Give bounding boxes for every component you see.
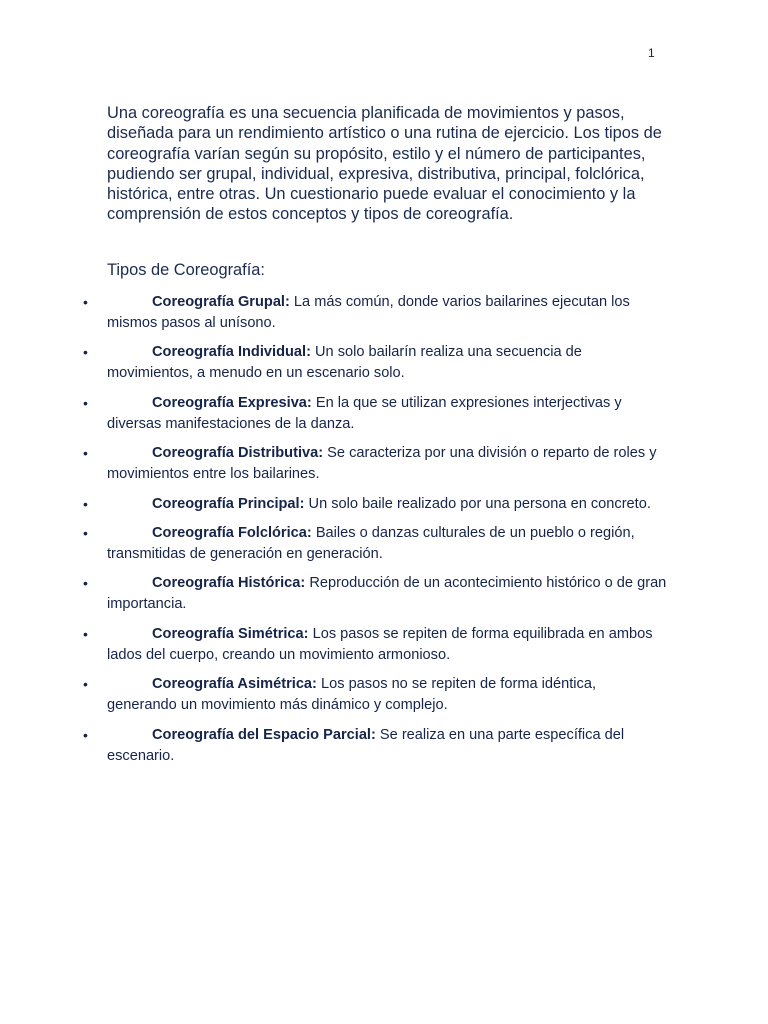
item-term: Coreografía Histórica: xyxy=(152,575,306,592)
item-text: Bailes o danzas culturales de un pueblo o región, transmitidas de generación en generación. xyxy=(107,524,635,562)
item-term: Coreografía Expresiva: xyxy=(152,394,312,411)
bullet-icon: • xyxy=(83,676,88,693)
intro-paragraph: Una coreografía es una secuencia planificada de movimientos y pasos, diseñada para un rendimiento artístico o una rutina de ejercicio. Los tipos de coreografía varían según su propósito, estilo y el número de participantes, pudiendo ser grupal, individual, expresiva, distributiva, principal, folclórica, histórica, entre otras. Un cuestionario puede evaluar el conocimiento y la comprensión de estos conceptos y tipos de coreografía. xyxy=(107,104,662,224)
item-text: Los pasos no se repiten de forma idéntica, generando un movimiento más dinámico y complejo. xyxy=(107,676,596,714)
item-text: Un solo bailarín realiza una secuencia de movimientos, a menudo en un escenario solo. xyxy=(107,344,582,382)
list-item xyxy=(0,494,669,515)
list-item xyxy=(0,342,669,384)
bullet-icon: • xyxy=(83,575,88,592)
list-item xyxy=(0,292,669,334)
choreography-types-list xyxy=(0,292,768,775)
bullet-icon: • xyxy=(83,294,88,310)
item-text: La más común, donde varios bailarines ejecutan los mismos pasos al unísono. xyxy=(107,294,630,331)
item-term: Coreografía Grupal: xyxy=(152,294,290,310)
item-text: Reproducción de un acontecimiento histórico o de gran importancia. xyxy=(107,575,667,613)
item-term: Coreografía Individual: xyxy=(152,344,311,361)
list-item xyxy=(0,443,669,485)
list-item xyxy=(0,624,669,666)
item-text: Los pasos se repiten de forma equilibrada en ambos lados del cuerpo, creando un movimiento armonioso. xyxy=(107,625,653,663)
bullet-icon: • xyxy=(83,625,88,642)
list-item xyxy=(0,523,669,565)
item-term: Coreografía Principal: xyxy=(152,495,305,512)
list-item xyxy=(0,393,669,435)
item-term: Coreografía del Espacio Parcial: xyxy=(152,726,376,743)
item-term: Coreografía Distributiva: xyxy=(152,445,324,462)
bullet-icon: • xyxy=(83,445,88,462)
list-item xyxy=(0,674,669,716)
bullet-icon: • xyxy=(83,394,88,411)
item-term: Coreografía Asimétrica: xyxy=(152,676,317,693)
bullet-icon: • xyxy=(83,726,88,743)
item-text: En la que se utilizan expresiones interjectivas y diversas manifestaciones de la danza. xyxy=(107,394,622,432)
list-item xyxy=(0,573,669,615)
item-term: Coreografía Simétrica: xyxy=(152,625,309,642)
item-text: Se realiza en una parte específica del escenario. xyxy=(107,726,625,764)
section-title: Tipos de Coreografía: xyxy=(107,261,265,279)
bullet-icon: • xyxy=(83,344,88,361)
page-number: 1 xyxy=(648,46,655,60)
item-text: Un solo baile realizado por una persona en concreto. xyxy=(308,495,651,512)
list-item xyxy=(0,725,669,767)
bullet-icon: • xyxy=(83,524,88,541)
item-text: Se caracteriza por una división o reparto de roles y movimientos entre los bailarines. xyxy=(107,445,657,483)
item-term: Coreografía Folclórica: xyxy=(152,524,312,541)
bullet-icon: • xyxy=(83,495,88,512)
